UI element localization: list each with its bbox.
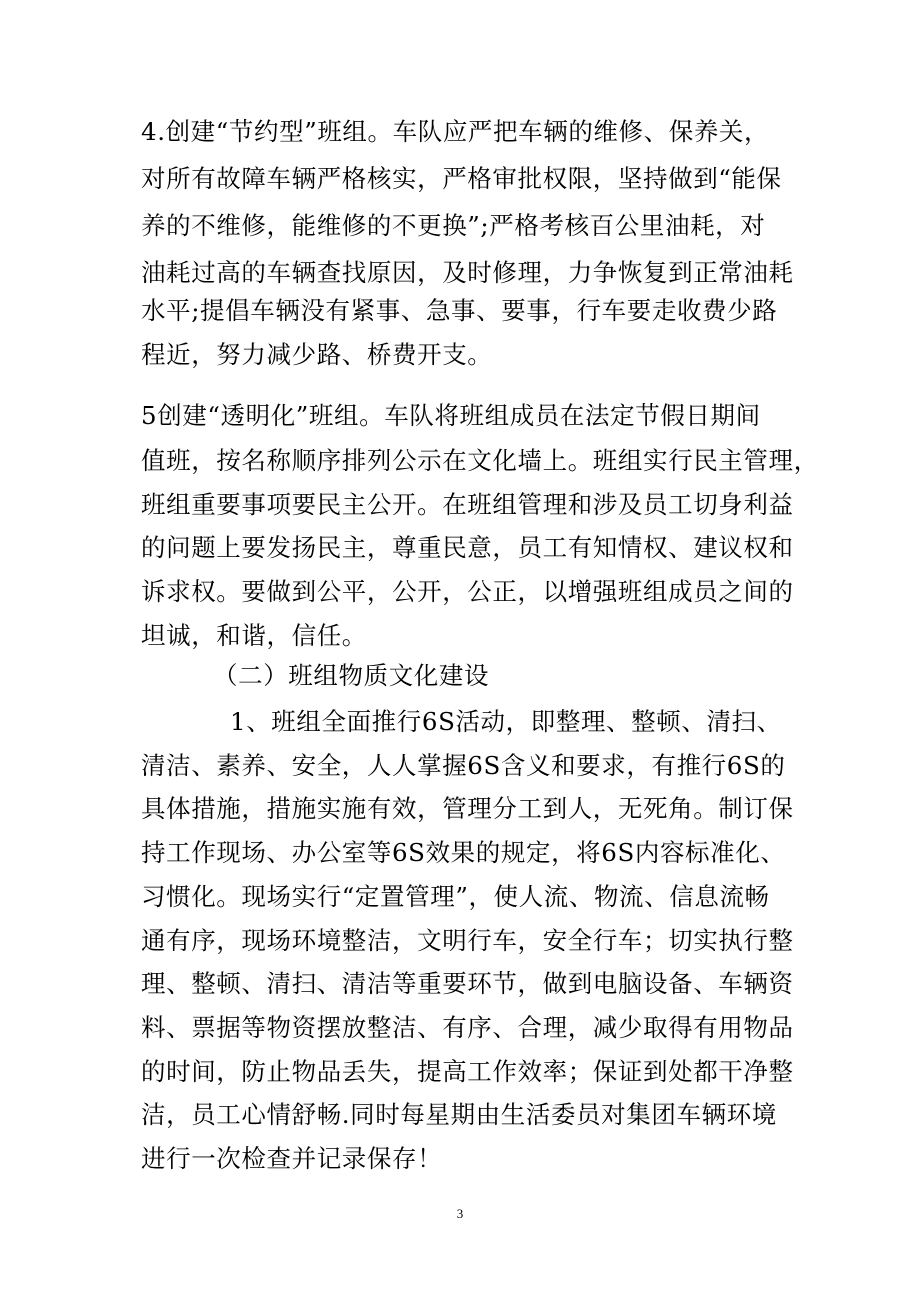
text-line: 习惯化。现场实行“定置管理”，使人流、物流、信息流畅 [141,882,770,911]
text-line: 坦诚，和谐，信任。 [141,621,367,650]
text-line: 1、班组全面推行6S活动，即整理、整顿、清扫、 [230,707,782,736]
section-heading: （二）班组物质文化建设 [213,661,490,690]
text-line: 5创建“透明化”班组。车队将班组成员在法定节假日期间 [141,401,761,430]
text-line: 理、整顿、清扫、清洁等重要环节，做到电脑设备、车辆资 [141,969,794,998]
text-line: 水平;提倡车辆没有紧事、急事、要事，行车要走收费少路 [141,296,778,325]
text-line: 养的不维修，能维修的不更换”;严格考核百公里油耗，对 [141,211,766,240]
text-line: 的问题上要发扬民主，尊重民意，员工有知情权、建议权和 [141,533,794,562]
text-line: 料、票据等物资摆放整洁、有序、合理，减少取得有用物品 [141,1013,794,1042]
text-line: 持工作现场、办公室等6S效果的规定，将6S内容标准化、 [141,838,786,867]
text-line: 进行一次检查并记录保存！ [141,1144,443,1173]
text-line: 对所有故障车辆严格核实，严格审批权限，坚持做到“能保 [141,164,782,193]
text-line: 班组重要事项要民主公开。在班组管理和涉及员工切身利益 [141,490,794,519]
text-line: 清洁、素养、安全，人人掌握6S含义和要求，有推行6S的 [141,751,786,780]
text-line: 洁，员工心情舒畅.同时每星期由生活委员对集团车辆环境 [141,1100,777,1129]
text-line: 具体措施，措施实施有效，管理分工到人，无死角。制订保 [141,794,794,823]
text-line: 值班，按名称顺序排列公示在文化墙上。班组实行民主管理， [141,446,819,475]
page-number: 3 [456,1206,464,1221]
text-line: 的时间，防止物品丢失，提高工作效率；保证到处都干净整 [141,1057,794,1086]
text-line: 程近，努力减少路、桥费开支。 [141,340,493,369]
text-line: 诉求权。要做到公平，公开，公正，以增强班组成员之间的 [141,577,794,606]
text-line: 油耗过高的车辆查找原因，及时修理，力争恢复到正常油耗 [141,258,794,287]
text-line: 4.创建“节约型”班组。车队应严把车辆的维修、保养关， [141,117,770,146]
text-line: 通有序，现场环境整洁，文明行车，安全行车；切实执行整 [141,926,794,955]
